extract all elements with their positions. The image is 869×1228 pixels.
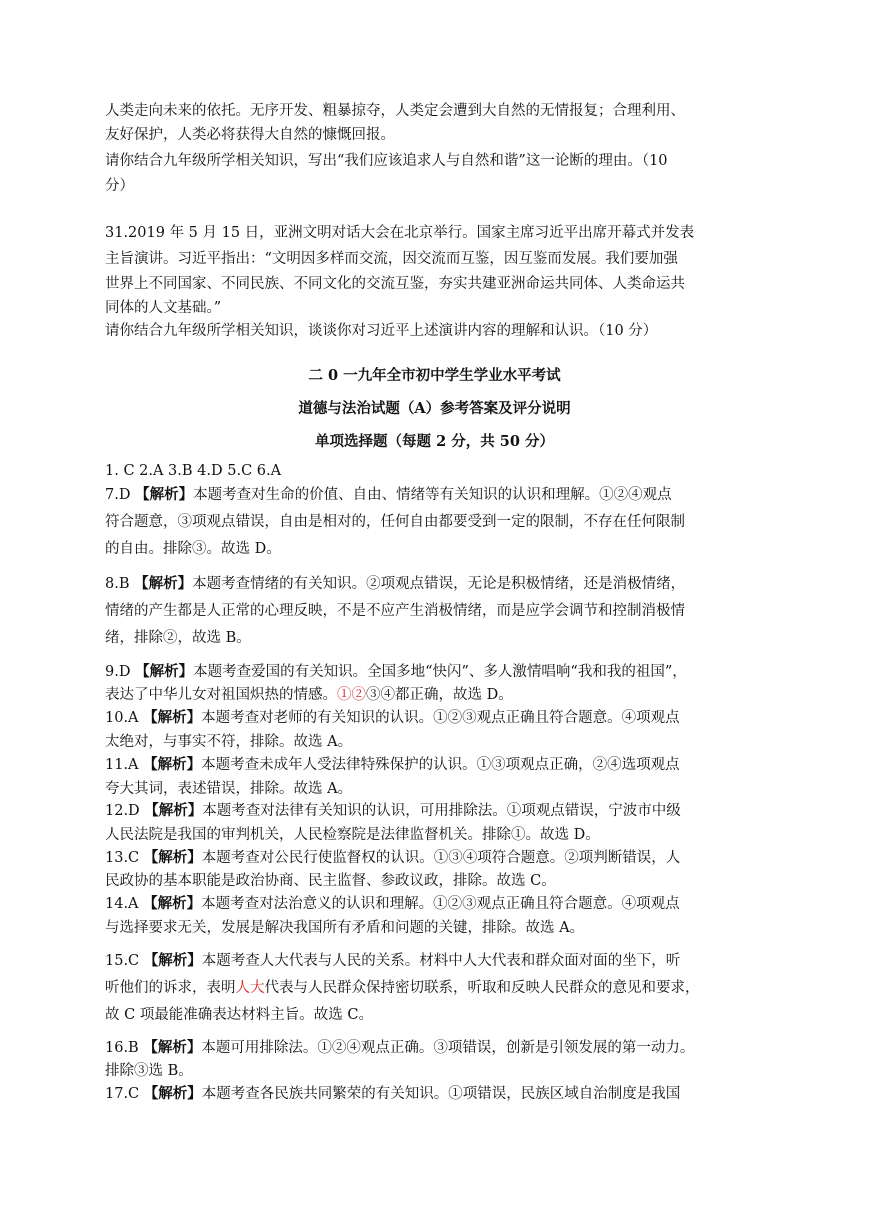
text-line: 人类走向未来的依托。无序开发、粗暴掠夺，人类定会遭到大自然的无情报复；合理利用、 — [105, 103, 685, 119]
answer-17: 17.C 【解析】本题考查各民族共同繁荣的有关知识。①项错误，民族区域自治制度是我国 — [105, 1085, 681, 1102]
text-line: 故 C 项最能准确表达材料主旨。故选 C。 — [105, 1007, 374, 1023]
text-line: 民政协的基本职能是政治协商、民主监督、参政议政，排除。故选 C。 — [105, 873, 556, 889]
analysis-tag: 【解析】 — [143, 952, 202, 969]
answer-16: 16.B 【解析】本题可用排除法。①②④观点正确。③项错误，创新是引领发展的第一动力。 — [105, 1039, 695, 1056]
answer-11: 11.A 【解析】本题考查未成年人受法律特殊保护的认识。①③项观点正确，②④选项观点 — [105, 756, 680, 773]
text-line: 夸大其词，表述错误，排除。故选 A。 — [105, 781, 353, 797]
analysis-tag: 【解析】 — [135, 663, 194, 680]
answer-7: 7.D 【解析】本题考查对生命的价值、自由、情绪等有关知识的认识和理解。①②④观点 — [105, 486, 672, 503]
text-line: 与选择要求无关，发展是解决我国所有矛盾和问题的关键，排除。故选 A。 — [105, 920, 585, 936]
text-line: 请你结合九年级所学相关知识，写出“我们应该追求人与自然和谐”这一论断的理由。（10 — [105, 153, 668, 169]
text-line: 听他们的诉求，表明人大代表与人民群众保持密切联系，听取和反映人民群众的意见和要求， — [105, 980, 700, 996]
text-line: 世界上不同国家、不同民族、不同文化的交流互鉴，夯实共建亚洲命运共同体、人类命运共 — [105, 276, 685, 292]
text-line: 符合题意，③项观点错误，自由是相对的，任何自由都要受到一定的限制，不存在任何限制 — [105, 514, 685, 530]
exam-title: 二 0 一九年全市初中学生学业水平考试 — [308, 367, 561, 384]
question-31-line: 31.2019 年 5 月 15 日，亚洲文明对话大会在北京举行。国家主席习近平出席开幕式并发表 — [105, 225, 695, 241]
answer-9: 9.D 【解析】本题考查爱国的有关知识。全国多地“快闪”、多人激情唱响“我和我的祖国”， — [105, 663, 687, 680]
answer-12: 12.D 【解析】本题考查对法律有关知识的认识，可用排除法。①项观点错误，宁波市中级 — [105, 802, 681, 819]
text-line: 请你结合九年级所学相关知识，谈谈你对习近平上述演讲内容的理解和认识。（10 分） — [105, 323, 658, 339]
text-line: 的自由。排除③。故选 D。 — [105, 541, 281, 557]
text-line: 友好保护，人类必将获得大自然的慷慨回报。 — [105, 127, 395, 143]
text-line: 主旨演讲。习近平指出：“文明因多样而交流，因交流而互鉴，因互鉴而发展。我们要加强 — [105, 251, 678, 267]
text-line: 表达了中华儿女对祖国炽热的情感。①②③④都正确，故选 D。 — [105, 687, 513, 703]
answer-13: 13.C 【解析】本题考查对公民行使监督权的认识。①③④项符合题意。②项判断错误，人 — [105, 849, 681, 866]
text-line: 人民法院是我国的审判机关，人民检察院是法律监督机关。排除①。故选 D。 — [105, 827, 600, 843]
analysis-tag: 【解析】 — [143, 709, 202, 726]
text-line: 排除③选 B。 — [105, 1063, 193, 1079]
answer-10: 10.A 【解析】本题考查对老师的有关知识的认识。①②③观点正确且符合题意。④项观点 — [105, 709, 680, 726]
analysis-tag: 【解析】 — [143, 895, 202, 912]
answers-1-6: 1. C 2.A 3.B 4.D 5.C 6.A — [105, 463, 282, 479]
analysis-tag: 【解析】 — [144, 802, 203, 819]
text-line: 同体的人文基础。” — [105, 300, 222, 316]
text-line: 情绪的产生都是人正常的心理反映，不是不应产生消极情绪，而是应学会调节和控制消极情 — [105, 603, 685, 619]
highlighted-text: 人大 — [235, 980, 265, 996]
analysis-tag: 【解析】 — [134, 575, 193, 592]
section-heading: 单项选择题（每题 2 分，共 50 分） — [315, 433, 554, 450]
answer-8: 8.B 【解析】本题考查情绪的有关知识。②项观点错误，无论是积极情绪，还是消极情绪， — [105, 575, 686, 592]
analysis-tag: 【解析】 — [143, 1085, 202, 1102]
answer-14: 14.A 【解析】本题考查对法治意义的认识和理解。①②③观点正确且符合题意。④项观点 — [105, 895, 680, 912]
highlighted-text: ①② — [337, 687, 366, 703]
text-line: 太绝对，与事实不符，排除。故选 A。 — [105, 734, 353, 750]
analysis-tag: 【解析】 — [143, 849, 202, 866]
text-line: 绪，排除②，故选 B。 — [105, 630, 251, 646]
analysis-tag: 【解析】 — [135, 486, 194, 503]
analysis-tag: 【解析】 — [143, 1039, 202, 1056]
text-line: 分） — [105, 178, 134, 194]
answer-15: 15.C 【解析】本题考查人大代表与人民的关系。材料中人大代表和群众面对面的坐下，听 — [105, 952, 681, 969]
answer-key-title: 道德与法治试题（A）参考答案及评分说明 — [298, 400, 571, 417]
analysis-tag: 【解析】 — [143, 756, 202, 773]
